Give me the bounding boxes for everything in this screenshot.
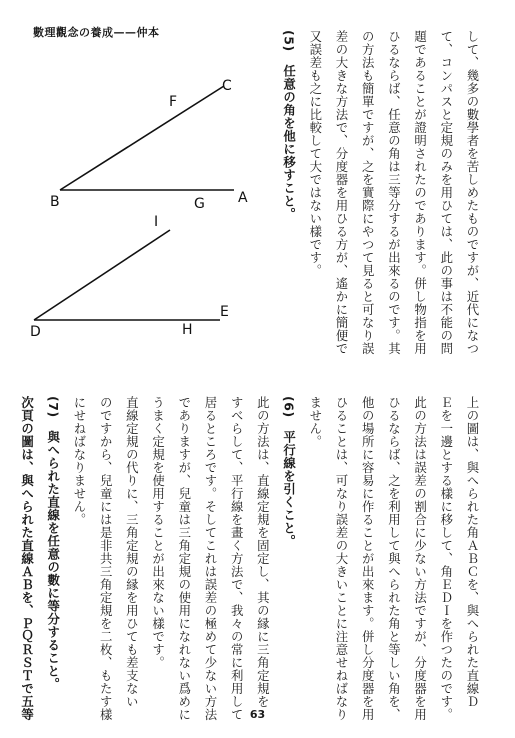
label-b: B (50, 194, 60, 210)
lower-line-2: Ｅを一邊とする樣に移して、角ＥＤＩを作つたのです。 (438, 396, 454, 721)
label-h: H (182, 322, 193, 338)
lower-line-12: でありますが、兒童は三角定規の使用になれない爲めに (176, 396, 192, 721)
section-heading-7 (46, 396, 61, 691)
lower-line-13: うまく定規を使用することが出來ない樣です。 (150, 396, 166, 669)
label-a: A (238, 190, 248, 206)
lower-line-18: 次頁の圖は、與へられた直線ＡＢを、ＰＱＲＳＴで五等 (19, 396, 35, 721)
lower-line-9: 此の方法は、直線定規を固定し、其の縁に三角定規を (255, 396, 271, 708)
lower-line-10: すべらして、平行線を畫く方法で、我々の常に利用して (229, 396, 245, 721)
lower-line-1: 上の圖は、與へられた角ＡＢＣを、與へられた直線Ｄ (465, 396, 480, 708)
label-i: I (154, 214, 159, 230)
lower-line-5: 他の場所に容易に作ることが出來ます。併し分度器を用 (360, 396, 376, 721)
lower-line-15: のですから、兒童には是非共三角定規を二枚、もたす樣 (98, 396, 114, 721)
upper-line-5: の方法も簡單ですが、之を實際にやつて見ると可なり誤 (360, 30, 376, 355)
label-f: F (169, 94, 178, 110)
label-e: E (220, 304, 229, 320)
angle-construction-figure (22, 70, 262, 350)
upper-line-3: 題であることが證明されたのであります。併し物指を用 (412, 30, 428, 355)
running-header: 數理觀念の養成——仲本 (33, 26, 160, 39)
lower-line-6: ひることは、可なり誤差の大きいことに注意せねばなり (333, 396, 349, 721)
heading-7-number: (7) (45, 396, 61, 418)
heading-5-text: 任意の角を他に移すこと。 (281, 64, 297, 221)
lower-line-4: ひるならば、之を利用して與へられた角と等しい角を、 (386, 396, 402, 721)
lower-line-7: ません。 (307, 396, 323, 448)
label-c: C (222, 78, 232, 94)
lower-text-block (13, 396, 485, 726)
upper-text-block (275, 30, 485, 390)
upper-line-1: して、幾多の數學者を苦しめたものですが、近代になつ (465, 30, 480, 355)
lower-line-14: 直線定規の代りに、三角定規の縁を用ひても差支ない (124, 396, 140, 708)
heading-5-number: (5) (281, 30, 297, 52)
upper-line-4: ひるならば、任意の角は三等分するが出來るのです。其 (386, 30, 402, 355)
page-number: 63 (249, 708, 266, 721)
heading-6-number: (6) (281, 396, 297, 418)
figure-line-bc (60, 86, 224, 190)
upper-line-2: て、コンパスと定規のみを用ひては、此の事は不能の問 (438, 30, 454, 355)
heading-7-text: 與へられた直線を任意の數に等分すること。 (45, 430, 61, 691)
label-d: D (30, 324, 41, 340)
heading-6-text: 平行線を引くこと。 (281, 430, 297, 548)
upper-line-7: 又誤差も之に比較して大ではない樣です。 (307, 30, 323, 277)
figure-line-di (34, 230, 170, 320)
label-g: G (194, 196, 205, 212)
lower-line-16: にせねばなりません。 (71, 396, 87, 526)
section-heading-5 (282, 30, 297, 221)
lower-line-3: 此の方法は誤差の割合に少ない方法ですが、分度器を用 (412, 396, 428, 721)
upper-line-6: 差の大きな方法で、分度器を用ひる方が、遙かに簡便で (333, 30, 349, 355)
section-heading-6 (282, 396, 297, 548)
lower-line-11: 居るところです。そしてこれは誤差の極めて少ない方法 (202, 396, 218, 721)
